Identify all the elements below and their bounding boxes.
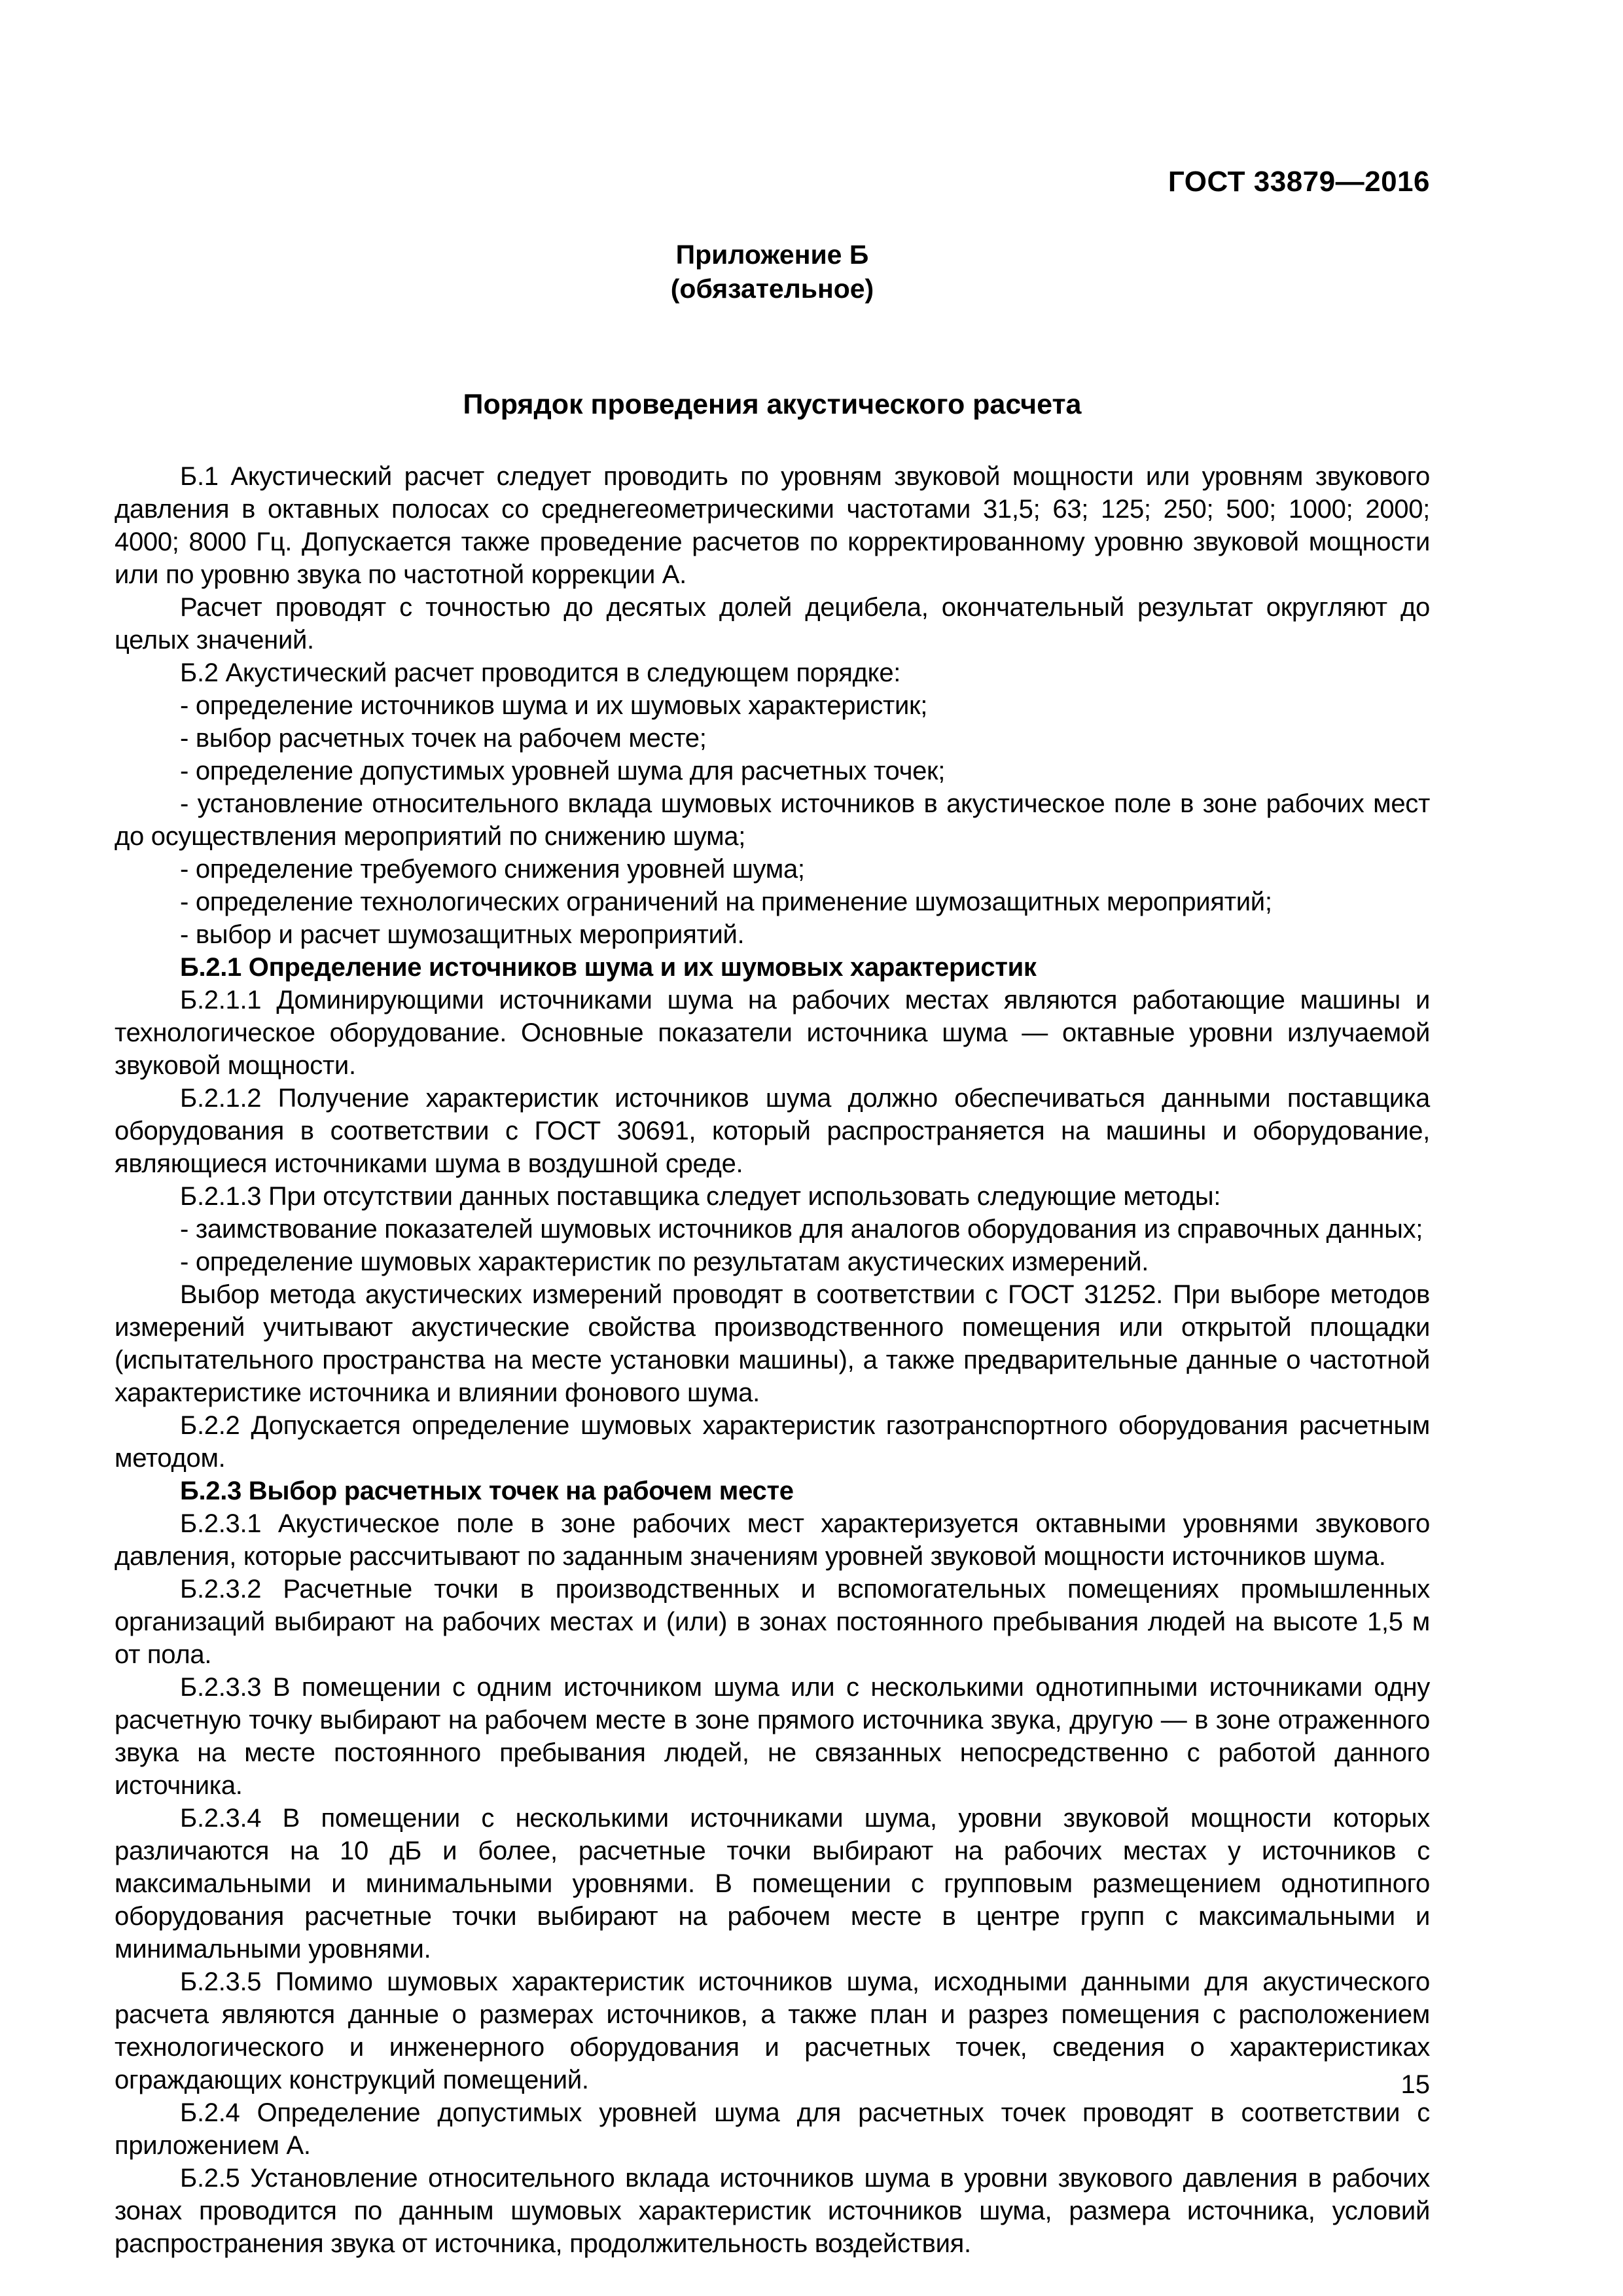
paragraph: Б.2.1.3 При отсутствии данных поставщика следует использовать следующие методы:: [180, 1182, 1221, 1211]
paragraph: Б.2.3.4 В помещении с несколькими источниками шума, уровни звуковой мощности которых различаются на 10 дБ и более, расчетные точки выбирают на рабочих местах у источников с максимальными и минимальными уровнями. В помещении с групповым размещением однотипного оборудования расчетные точки выбирают на рабочем месте в центре групп с максимальными и минимальными уровнями.: [115, 1804, 1430, 1964]
paragraph: Выбор метода акустических измерений проводят в соответствии с ГОСТ 31252. При выборе методов измерений учитывают акустические свойства производственного помещения или открытой площадки (испытательного пространства на месте установки машины), а также предварительные данные о частотной характеристике источника и влиянии фонового шума.: [115, 1280, 1430, 1407]
appendix-label: Приложение Б: [675, 240, 869, 270]
standard-number: ГОСТ 33879—2016: [1168, 166, 1430, 198]
section-heading: Б.2.1 Определение источников шума и их шумовых характеристик: [180, 953, 1037, 982]
paragraph: Б.2.3.2 Расчетные точки в производственных и вспомогательных помещениях промышленных организаций выбирают на рабочих местах и (или) в зонах постоянного пребывания людей на высоте 1,5 м от пола.: [115, 1575, 1430, 1669]
paragraph: Расчет проводят с точностью до десятых долей децибела, окончательный результат округляют до целых значений.: [115, 593, 1430, 655]
paragraph: Б.2.5 Установление относительного вклада источников шума в уровни звукового давления в рабочих зонах проводится по данным шумовых характеристик источников шума, размера источника, условий распространения звука от источника, продолжительность воздействия.: [115, 2164, 1430, 2258]
paragraph: Б.2.1.1 Доминирующими источниками шума на рабочих местах являются работающие машины и технологическое оборудование. Основные показатели источника шума — октавные уровни излучаемой звуковой мощности.: [115, 986, 1430, 1080]
paragraph: - определение допустимых уровней шума для расчетных точек;: [180, 757, 946, 785]
paragraph: Б.2.3.5 Помимо шумовых характеристик источников шума, исходными данными для акустического расчета являются данные о размерах источников, а также план и разрез помещения с расположением технологического и инженерного оборудования и расчетных точек, сведения о характеристиках ограждающих конструкций помещений.: [115, 1967, 1430, 2094]
appendix-header: [115, 238, 1430, 306]
paragraph: - определение требуемого снижения уровней шума;: [180, 855, 805, 884]
paragraph: Б.2.2 Допускается определение шумовых характеристик газотранспортного оборудования расчетным методом.: [115, 1411, 1430, 1473]
page-title: Порядок проведения акустического расчета: [463, 389, 1082, 420]
paragraph: Б.2.3.1 Акустическое поле в зоне рабочих мест характеризуется октавными уровнями звукового давления, которые рассчитывают по заданным значениям уровней звуковой мощности источников шума.: [115, 1509, 1430, 1571]
paragraph: - заимствование показателей шумовых источников для аналогов оборудования из справочных данных;: [180, 1215, 1423, 1244]
paragraph: - выбор расчетных точек на рабочем месте;: [180, 724, 707, 753]
paragraph: Б.2 Акустический расчет проводится в следующем порядке:: [180, 658, 901, 687]
paragraph: - определение источников шума и их шумовых характеристик;: [180, 691, 928, 720]
paragraph: Б.1 Акустический расчет следует проводить по уровням звуковой мощности или уровням звукового давления в октавных полосах со среднегеометрическими частотами 31,5; 63; 125; 250; 500; 1000; 2000; 4000; 8000 Гц. Допускается также проведение расчетов по корректированному уровню звуковой мощности или по уровню звука по частотной коррекции А.: [115, 462, 1430, 589]
page-number: 15: [1400, 2070, 1430, 2099]
paragraph: - определение технологических ограничений на применение шумозащитных мероприятий;: [180, 888, 1272, 916]
paragraph: - определение шумовых характеристик по результатам акустических измерений.: [180, 1247, 1149, 1276]
appendix-kind: (обязательное): [670, 274, 874, 304]
paragraph: Б.2.1.2 Получение характеристик источников шума должно обеспечиваться данными поставщика оборудования в соответствии с ГОСТ 30691, который распространяется на машины и оборудование, являющиеся источниками шума в воздушной среде.: [115, 1084, 1430, 1178]
paragraph: Б.2.4 Определение допустимых уровней шума для расчетных точек проводят в соответствии с приложением А.: [115, 2098, 1430, 2160]
section-heading: Б.2.3 Выбор расчетных точек на рабочем месте: [180, 1477, 794, 1505]
document-body: [115, 460, 1430, 2260]
paragraph: - выбор и расчет шумозащитных мероприятий.: [180, 920, 745, 949]
paragraph: Б.2.3.3 В помещении с одним источником шума или с несколькими однотипными источниками одну расчетную точку выбирают на рабочем месте в зоне прямого источника звука, другую — в зоне отраженного звука на месте постоянного пребывания людей, не связанных непосредственно с работой данного источника.: [115, 1673, 1430, 1800]
paragraph: - установление относительного вклада шумовых источников в акустическое поле в зоне рабочих мест до осуществления мероприятий по снижению шума;: [115, 789, 1430, 851]
